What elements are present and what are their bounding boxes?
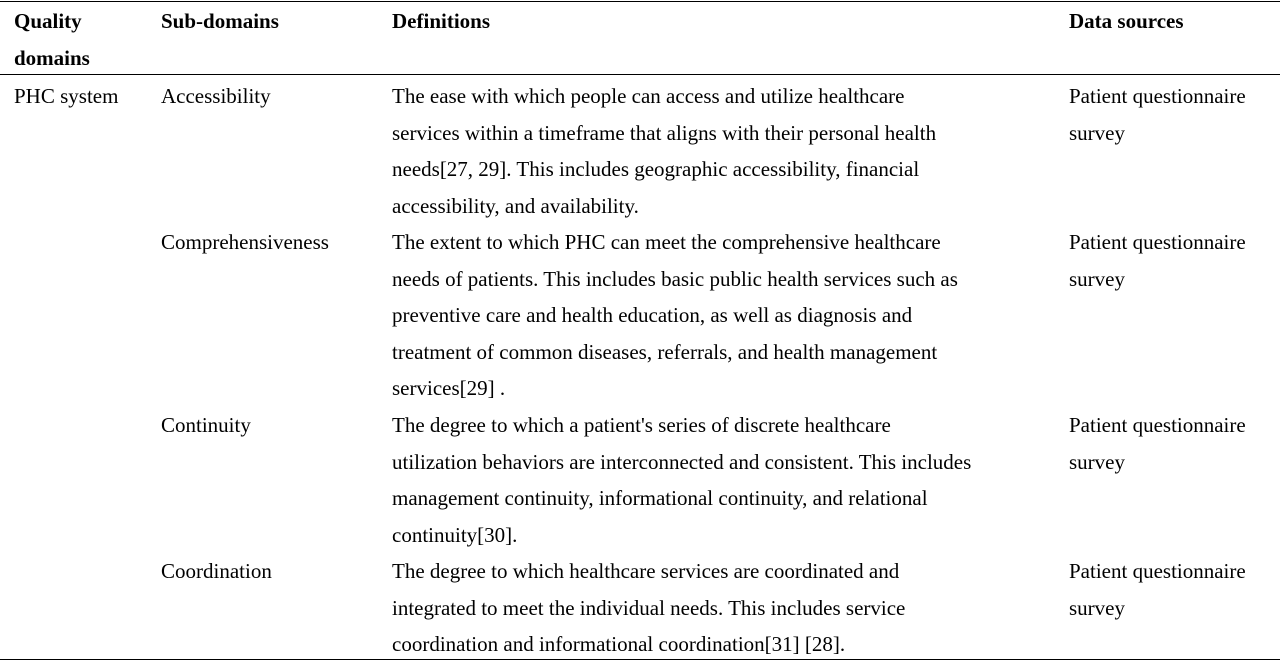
header-quality-domains: [14, 3, 90, 76]
data-source-line: Patient questionnaire: [1069, 84, 1246, 108]
table-top-rule: [0, 1, 1280, 2]
data-source-line: survey: [1069, 449, 1125, 474]
data-source-line: survey: [1069, 120, 1125, 145]
definition-cell: [392, 78, 936, 224]
definition-line: The degree to which healthcare services are coordinated and: [392, 559, 900, 583]
definition-line: utilization behaviors are interconnected and consistent. This includes: [392, 449, 972, 474]
table-header-rule: [0, 74, 1280, 75]
definition-line: needs[27, 29]. This includes geographic accessibility, financial: [392, 157, 920, 181]
definition-line: treatment of common diseases, referrals, and health management: [392, 339, 938, 364]
data-source-line: Patient questionnaire: [1069, 230, 1246, 254]
sub-domain-cell: Accessibility: [161, 84, 271, 108]
data-source-cell: [1069, 407, 1246, 480]
definition-line: The ease with which people can access and utilize healthcare: [392, 84, 905, 108]
sub-domain-cell: Comprehensiveness: [161, 230, 329, 254]
data-source-cell: [1069, 553, 1246, 626]
definition-line: continuity[30].: [392, 522, 518, 547]
header-definitions: Definitions: [392, 9, 491, 33]
definition-line: The extent to which PHC can meet the comprehensive healthcare: [392, 230, 941, 254]
data-source-line: Patient questionnaire: [1069, 559, 1246, 583]
header-quality-domains-line1: Quality: [14, 9, 82, 33]
data-source-cell: [1069, 78, 1246, 151]
data-source-line: survey: [1069, 595, 1125, 620]
definition-line: coordination and informational coordination[31] [28].: [392, 632, 846, 656]
definition-cell: [392, 553, 905, 663]
definition-line: preventive care and health education, as well as diagnosis and: [392, 303, 913, 327]
definition-line: The degree to which a patient's series of discrete healthcare: [392, 413, 891, 437]
definition-line: integrated to meet the individual needs. This includes service: [392, 595, 906, 620]
sub-domain-cell: Continuity: [161, 413, 251, 437]
definition-cell: [392, 224, 958, 407]
data-source-cell: [1069, 224, 1246, 297]
definition-line: services within a timeframe that aligns with their personal health: [392, 120, 937, 145]
definition-line: accessibility, and availability.: [392, 193, 639, 218]
definition-line: services[29] .: [392, 376, 506, 400]
data-source-line: survey: [1069, 266, 1125, 291]
sub-domain-cell: Coordination: [161, 559, 272, 583]
header-sub-domains: Sub-domains: [161, 9, 279, 33]
definition-cell: [392, 407, 971, 553]
data-source-line: Patient questionnaire: [1069, 413, 1246, 437]
definition-line: needs of patients. This includes basic public health services such as: [392, 266, 958, 291]
header-quality-domains-line2: domains: [14, 45, 90, 70]
definition-line: management continuity, informational continuity, and relational: [392, 486, 928, 510]
domain-cell: PHC system: [14, 84, 119, 108]
header-data-sources: Data sources: [1069, 9, 1184, 33]
